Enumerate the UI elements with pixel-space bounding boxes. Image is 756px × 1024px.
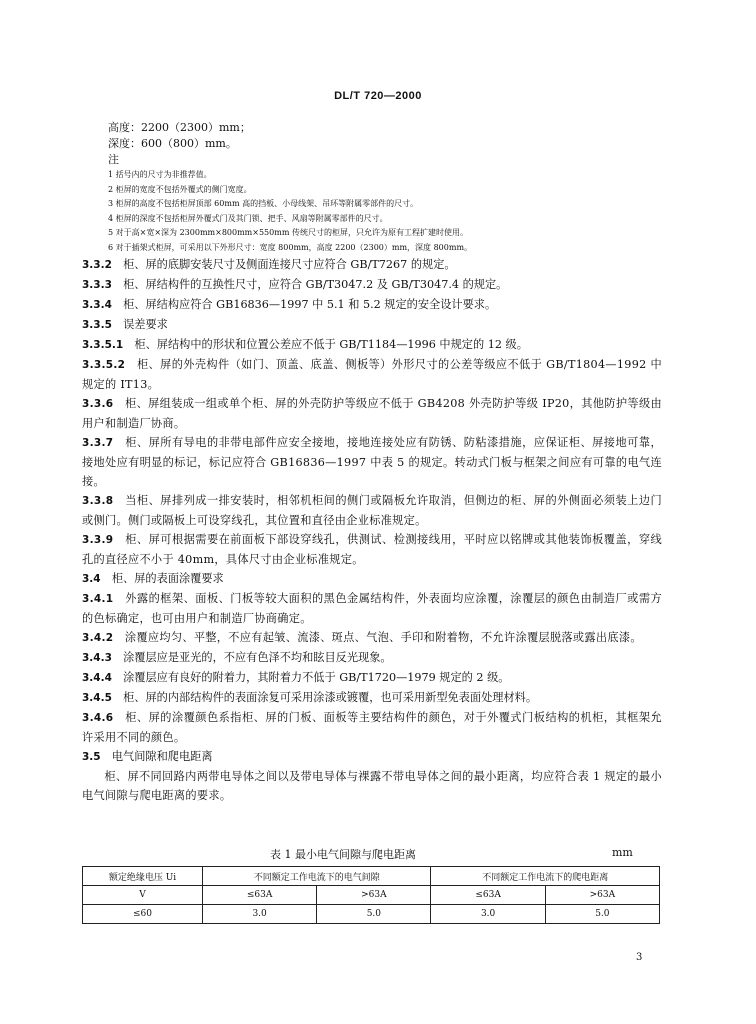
clause-3-3-7: [82, 433, 662, 491]
clause-number: 3.3.8: [82, 495, 114, 507]
table-title: 表 1 最小电气间隙与爬电距离: [270, 848, 416, 861]
clause-number: 3.4: [82, 573, 101, 585]
clause-number: 3.4.1: [82, 593, 114, 605]
clause-text: 柜、屏的涂覆颜色系指柜、屏的门板、面板等主要结构件的颜色，对于外覆式门板结构的机柜，其框架允许采用不同的颜色。: [82, 711, 662, 744]
clause-text: 柜、屏结构件的互换性尺寸，应符合 GB/T3047.2 及 GB/T3047.4 的规定。: [123, 278, 508, 291]
clause-3-4-4: [82, 668, 662, 688]
clause-text: 柜、屏所有导电的非带电部件应安全接地，接地连接处应有防锈、防粘漆措施，应保证柜、屏接地可靠，接地处应有明显的标记，标记应符合 GB16836—1997 中表 5 的规定。转动式门板与框架之间应有可靠的电气连接。: [82, 436, 662, 488]
clause-3-4-2: [82, 628, 662, 648]
clause-number: 3.5: [82, 751, 101, 763]
note-item: 2 柜屏的宽度不包括外覆式的侧门宽度。: [108, 184, 252, 194]
clause-text: 柜、屏的外壳构件（如门、顶盖、底盖、侧板等）外形尺寸的公差等级应不低于 GB/T1804—1992 中规定的 IT13。: [82, 358, 662, 391]
section-3-5: [82, 747, 662, 767]
page-number: 3: [636, 952, 643, 963]
table-subheader-row: [83, 886, 660, 905]
table-header-cell: >63A: [317, 886, 431, 905]
clause-number: 3.3.9: [82, 534, 114, 546]
note-item: 3 柜屏的高度不包括柜屏顶部 60mm 高的挡板、小母线架、吊环等附属零部件的尺寸。: [108, 199, 419, 208]
table-unit: mm: [612, 846, 633, 859]
table-header-cell: >63A: [545, 886, 659, 905]
note-item: 5 对于高×宽×深为 2300mm×800mm×550mm 传统尺寸的柜屏，只允许为原有工程扩建时使用。: [108, 228, 468, 237]
table-cell: 3.0: [203, 905, 317, 924]
depth-line: 深度：600（800）mm。: [108, 137, 237, 150]
clause-3-4-1: [82, 589, 662, 628]
table-cell: 5.0: [317, 905, 431, 924]
clause-number: 3.3.5: [82, 319, 112, 331]
clause-3-3-4: [82, 295, 662, 315]
document-body: [82, 120, 662, 805]
clause-text: 外露的框架、面板、门板等较大面积的黑色金属结构件，外表面均应涂覆，涂覆层的颜色由制造厂或需方的色标确定，也可由用户和制造厂协商确定。: [82, 592, 662, 625]
clause-text: 柜、屏可根据需要在前面板下部设穿线孔，供测试、检测接线用，平时应以铭牌或其他装饰板覆盖，穿线孔的直径应不小于 40mm，具体尺寸由企业标准规定。: [82, 533, 662, 566]
clause-3-3-2: [82, 255, 662, 275]
clause-number: 3.3.6: [82, 398, 114, 410]
clause-number: 3.3.5.2: [82, 359, 126, 371]
table-header-cell: ≤63A: [431, 886, 545, 905]
table-header-cell: 不同额定工作电流下的电气间隙: [203, 867, 431, 886]
clause-text: 柜、屏结构应符合 GB16836—1997 中 5.1 和 5.2 规定的安全设计要求。: [123, 298, 497, 311]
clearance-table: [82, 866, 660, 924]
clause-text: 涂覆层应是亚光的，不应有色泽不均和眩目反光现象。: [123, 651, 392, 664]
table-header-row: [83, 867, 660, 886]
table-cell: 5.0: [545, 905, 659, 924]
clause-number: 3.4.3: [82, 652, 112, 664]
clause-text: 当柜、屏排列成一排安装时，相邻机柜间的侧门或隔板允许取消，但侧边的柜、屏的外侧面必须装上边门或侧门。侧门或隔板上可设穿线孔，其位置和直径由企业标准规定。: [82, 494, 662, 527]
clause-number: 3.3.4: [82, 299, 112, 311]
clause-text: 涂覆应均匀、平整，不应有起皱、流漆、斑点、气泡、手印和附着物，不允许涂覆层脱落或露出底漆。: [124, 631, 642, 644]
clause-number: 3.4.5: [82, 692, 112, 704]
clause-3-3-3: [82, 275, 662, 295]
clause-3-3-5-1: [82, 335, 662, 355]
clause-3-4-3: [82, 648, 662, 668]
table-header-cell: 额定绝缘电压 Ui: [83, 867, 203, 886]
note-item: 6 对于插架式柜屏，可采用以下外形尺寸：宽度 800mm，高度 2200（2300）mm，深度 800mm。: [108, 242, 473, 252]
clause-number: 3.4.2: [82, 632, 114, 644]
clause-text: 电气间隙和爬电距离: [111, 750, 213, 763]
running-header: DL/T 720—2000: [334, 90, 422, 102]
clause-3-3-5: [82, 315, 662, 335]
clause-3-3-6: [82, 394, 662, 433]
clause-number: 3.3.2: [82, 259, 112, 271]
clause-text: 柜、屏的表面涂覆要求: [111, 572, 224, 585]
note-item: 1 括号内的尺寸为非推荐值。: [108, 170, 212, 179]
clause-number: 3.4.6: [82, 712, 114, 724]
clause-number: 3.4.4: [82, 672, 112, 684]
clause-number: 3.3.3: [82, 279, 112, 291]
clause-number: 3.3.5.1: [82, 339, 124, 351]
clause-text: 柜、屏结构中的形状和位置公差应不低于 GB/T1184—1996 中规定的 12 级。: [134, 338, 528, 351]
clause-3-4-6: [82, 708, 662, 747]
clause-text: 柜、屏组装成一组或单个柜、屏的外壳防护等级应不低于 GB4208 外壳防护等级 IP20，其他防护等级由用户和制造厂协商。: [82, 397, 662, 430]
table-header-cell: ≤63A: [203, 886, 317, 905]
clause-3-3-5-2: [82, 355, 662, 394]
height-line: 高度：2200（2300）mm；: [108, 121, 251, 134]
table-cell: ≤60: [83, 905, 203, 924]
section-3-5-paragraph: 柜、屏不同回路内两带电导体之间以及带电导体与裸露不带电导体之间的最小距离，均应符合表 1 规定的最小电气间隙与爬电距离的要求。: [82, 770, 662, 802]
table-header-cell: 不同额定工作电流下的爬电距离: [431, 867, 660, 886]
note-label: 注: [108, 153, 119, 166]
clause-text: 误差要求: [123, 318, 168, 331]
clause-number: 3.3.7: [82, 437, 114, 449]
clause-text: 涂覆层应有良好的附着力，其附着力不低于 GB/T1720—1979 规定的 2 级。: [123, 671, 510, 684]
clause-3-3-8: [82, 491, 662, 530]
note-item: 4 柜屏的深度不包括柜屏外覆式门及其门锁、把手、风扇等附属零部件的尺寸。: [108, 213, 388, 223]
table-header-cell: V: [83, 886, 203, 905]
table-row: [83, 905, 660, 924]
clause-3-3-9: [82, 530, 662, 569]
clause-3-4-5: [82, 688, 662, 708]
clause-text: 柜、屏的内部结构件的表面涂复可采用涂漆或镀覆，也可采用新型免表面处理材料。: [123, 691, 538, 704]
clause-text: 柜、屏的底脚安装尺寸及侧面连接尺寸应符合 GB/T7267 的规定。: [123, 258, 456, 271]
table-cell: 3.0: [431, 905, 545, 924]
section-3-4: [82, 569, 662, 589]
